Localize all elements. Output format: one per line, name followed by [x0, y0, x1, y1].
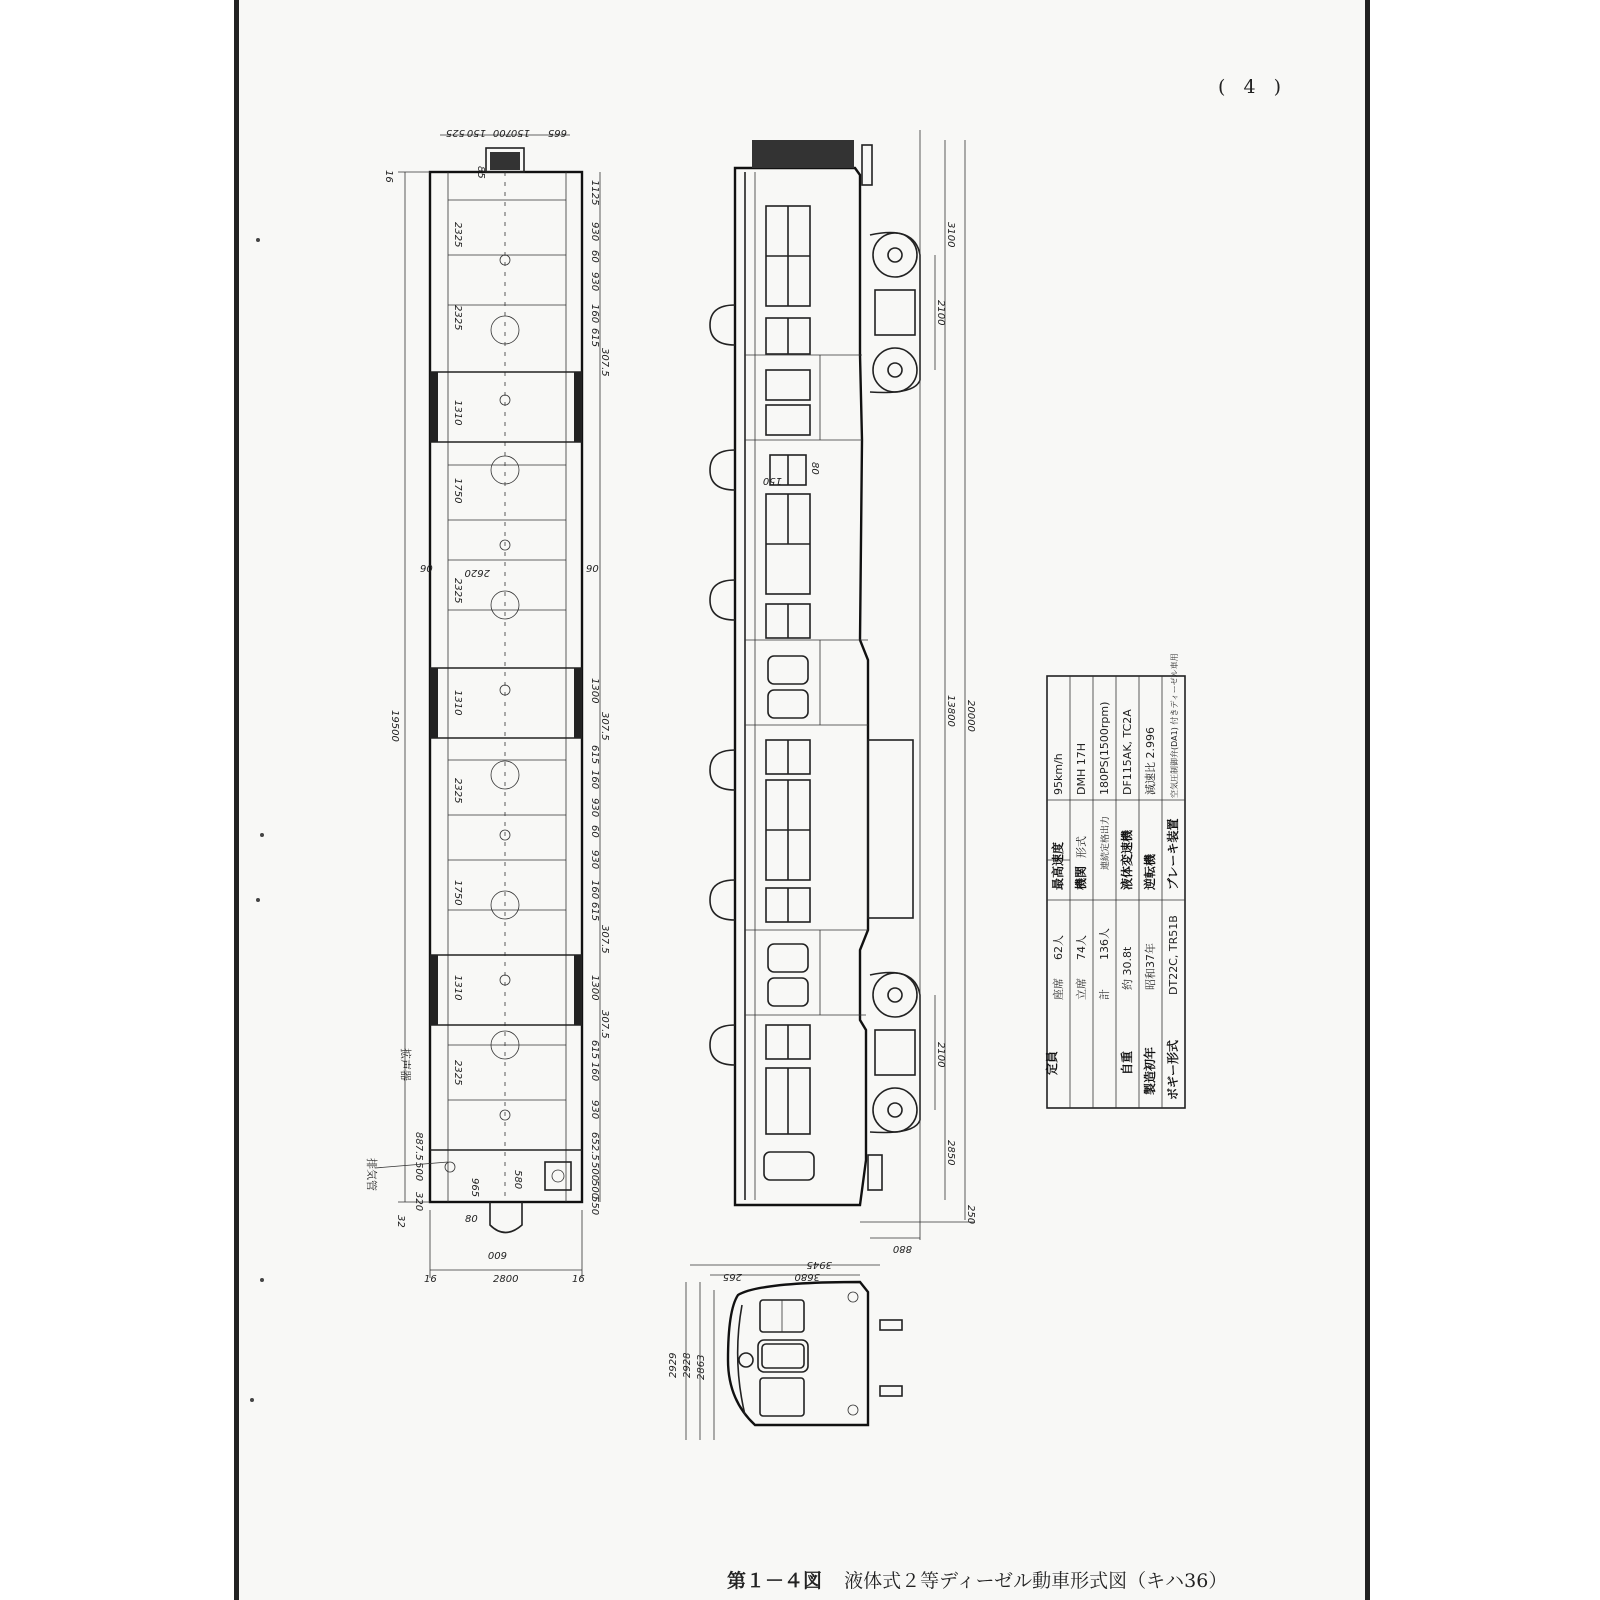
dim-right-a-6: 307.5: [599, 348, 610, 377]
dim-bay-5: 2325: [452, 778, 463, 804]
dim-bay-8: 2325: [452, 1060, 463, 1086]
dim-right-b-7: 160: [589, 880, 600, 900]
spec-value-weight: 約 30.8t: [1121, 946, 1134, 990]
dim-right-a-2: 60: [589, 250, 600, 263]
dim-top-4: 665: [547, 127, 567, 138]
dim-center: 2620: [464, 567, 490, 578]
dim-right-c-5: 652.5: [589, 1132, 600, 1161]
plan-door-right-3: [574, 955, 582, 1025]
spec-value-total: 136人: [1098, 928, 1111, 960]
dim-top-2: 700: [492, 127, 512, 138]
spec-value-bogie: DT22C, TR51B: [1167, 915, 1180, 995]
dim-width: 2800: [493, 1274, 519, 1285]
side-bogie-front: [870, 233, 920, 393]
side-windows: [764, 206, 814, 1180]
dim-window-80: 80: [809, 462, 820, 475]
spec-group-capacity: 定員: [1045, 1050, 1059, 1075]
dim-bottom-7: 32: [395, 1215, 406, 1228]
dim-right-c-8: 550: [589, 1196, 600, 1216]
dim-end-width-1: 3680: [794, 1271, 820, 1282]
side-roof-ventilator: [752, 140, 854, 168]
spec-label-total: 計: [1098, 989, 1111, 1000]
spec-group-weight: 自重: [1120, 1050, 1134, 1075]
dim-end-height-0: 2929: [668, 1352, 679, 1378]
spec-group-reverser: 逆転機: [1143, 853, 1157, 890]
spec-value-reverser: 減速比 2.996: [1144, 727, 1157, 795]
dim-bay-1: 1310: [452, 400, 463, 426]
spec-group-year: 製造初年: [1143, 1046, 1157, 1095]
side-marker-lamps: [710, 305, 735, 1065]
side-underfloor-equipment: [868, 740, 913, 918]
plan-door-right-2: [574, 668, 582, 738]
dim-coupler: 880: [892, 1243, 912, 1254]
plan-door-right-1: [574, 372, 582, 442]
dim-bottom-6: 887.5: [413, 1132, 424, 1161]
dim-side-90-left: 90: [420, 564, 433, 575]
dim-right-a-0: 1125: [589, 180, 600, 206]
dim-right-b-9: 307.5: [599, 925, 610, 954]
dim-end-offset-right: 16: [572, 1274, 585, 1285]
dim-bay-7: 1310: [452, 975, 463, 1001]
spec-table: [1044, 653, 1185, 1108]
dim-bottom-1: 80: [465, 1214, 478, 1225]
spec-group-bogie: ボギー形式: [1166, 1039, 1180, 1100]
spec-value-brake: 空気圧制御弁(DA1) 付きディーゼル車用: [1170, 653, 1179, 798]
dim-right-a-3: 930: [589, 272, 600, 292]
dim-top-5: 85: [475, 166, 486, 179]
dim-right-a-4: 160: [589, 304, 600, 324]
figure-title: 液体式２等ディーゼル動車形式図（キハ36）: [844, 1570, 1228, 1592]
figure-number: 第１－４図: [727, 1570, 823, 1592]
label-exhaust: 排気管: [365, 1158, 378, 1191]
dim-bay-6: 1750: [452, 880, 463, 906]
side-horn: [862, 145, 872, 185]
plan-front-grill: [490, 152, 520, 170]
dim-right-c-0: 1300: [589, 975, 600, 1001]
dim-right-b-3: 160: [589, 770, 600, 790]
dim-bay-3: 2325: [452, 578, 463, 604]
dim-bottom-5: 500: [413, 1162, 424, 1182]
dim-end-width-2: 265: [722, 1271, 742, 1282]
dim-right-a-1: 930: [589, 222, 600, 242]
spec-group-engine: 機関: [1074, 865, 1088, 890]
spec-value-speed: 95km/h: [1052, 753, 1065, 795]
dim-end-to-bogie-front: 3100: [945, 222, 956, 248]
spec-label-seated: 座席: [1052, 978, 1065, 1000]
dim-bottom-3: 580: [512, 1170, 523, 1190]
label-speaker: 拡声器: [399, 1048, 412, 1081]
dim-right-b-6: 930: [589, 850, 600, 870]
spec-group-speed: 最高速度: [1051, 841, 1065, 890]
dim-bogie-centers: 13800: [945, 695, 956, 727]
plan-door-left-2: [430, 668, 438, 738]
plan-door-left-1: [430, 372, 438, 442]
dim-right-c-4: 930: [589, 1100, 600, 1120]
dim-wheelbase-front: 2100: [935, 300, 946, 326]
dim-top-0: 525: [445, 127, 465, 138]
plan-door-left-3: [430, 955, 438, 1025]
dim-bottom-2: 965: [469, 1178, 480, 1198]
dim-bay-4: 1310: [452, 690, 463, 716]
dim-top-3: 150: [510, 127, 530, 138]
side-coupler: [868, 1155, 882, 1190]
dim-right-a-5: 615: [589, 328, 600, 348]
spec-label-engine-type: 形式: [1075, 836, 1088, 858]
dim-top-1: 150: [466, 127, 486, 138]
plan-rear-cab-box: [545, 1162, 571, 1190]
spec-group-transmission: 液体変速機: [1120, 829, 1134, 890]
dim-right-b-1: 307.5: [599, 712, 610, 741]
dim-right-c-7: 500: [589, 1180, 600, 1200]
dim-side-90-right: 90: [586, 564, 599, 575]
dim-end-height-2: 2863: [696, 1354, 707, 1380]
dim-right-c-3: 160: [589, 1062, 600, 1082]
dim-right-b-0: 1300: [589, 678, 600, 704]
dim-bottom-4: 320: [413, 1192, 424, 1212]
dim-right-b-2: 615: [589, 745, 600, 765]
spec-value-engine-type: DMH 17H: [1075, 743, 1088, 795]
spec-label-standing: 立席: [1075, 978, 1088, 1000]
spec-label-output: 連続定格出力: [1101, 815, 1111, 870]
dim-right-b-4: 930: [589, 798, 600, 818]
dim-end-height-1: 2928: [682, 1352, 693, 1378]
dim-bay-0b: 2325: [452, 305, 463, 331]
spec-value-output: 180PS(1500rpm): [1098, 701, 1111, 795]
spec-value-transmission: DF115AK, TC2A: [1121, 709, 1134, 795]
dim-right-c-6: 500: [589, 1162, 600, 1182]
side-view: [710, 130, 976, 1254]
dim-length-over-body: 20000: [965, 700, 976, 732]
dim-wheelbase-rear: 2100: [935, 1042, 946, 1068]
plan-rear-end: [490, 1202, 522, 1233]
dim-right-c-1: 307.5: [599, 1010, 610, 1039]
dim-window-150: 150: [762, 475, 782, 486]
dim-right-c-2: 615: [589, 1040, 600, 1060]
dim-bay-2: 1750: [452, 478, 463, 504]
page-number: ( 4 ): [1218, 76, 1287, 98]
figure-caption: [727, 1566, 1227, 1593]
spec-value-seated: 62人: [1052, 935, 1065, 960]
spec-value-standing: 74人: [1075, 935, 1088, 960]
dim-end-width-0: 3945: [806, 1259, 832, 1270]
dim-small-250: 250: [965, 1205, 976, 1225]
dim-bay-0: 2325: [452, 222, 463, 248]
spec-value-year: 昭和37年: [1144, 943, 1157, 990]
dim-end-offset-left: 16: [424, 1274, 437, 1285]
side-bogie-rear: [870, 973, 920, 1133]
spec-group-brake: ブレーキ装置: [1166, 818, 1180, 890]
dim-right-b-5: 60: [589, 825, 600, 838]
dim-end-to-bogie-rear: 2850: [945, 1140, 956, 1166]
dim-end-offset-top: 16: [383, 170, 394, 183]
dim-right-b-8: 615: [589, 902, 600, 922]
plan-view: [365, 127, 610, 1285]
end-view: [668, 1259, 902, 1440]
dim-overall-length: 19500: [389, 710, 400, 742]
dim-bottom-0: 600: [487, 1249, 507, 1260]
